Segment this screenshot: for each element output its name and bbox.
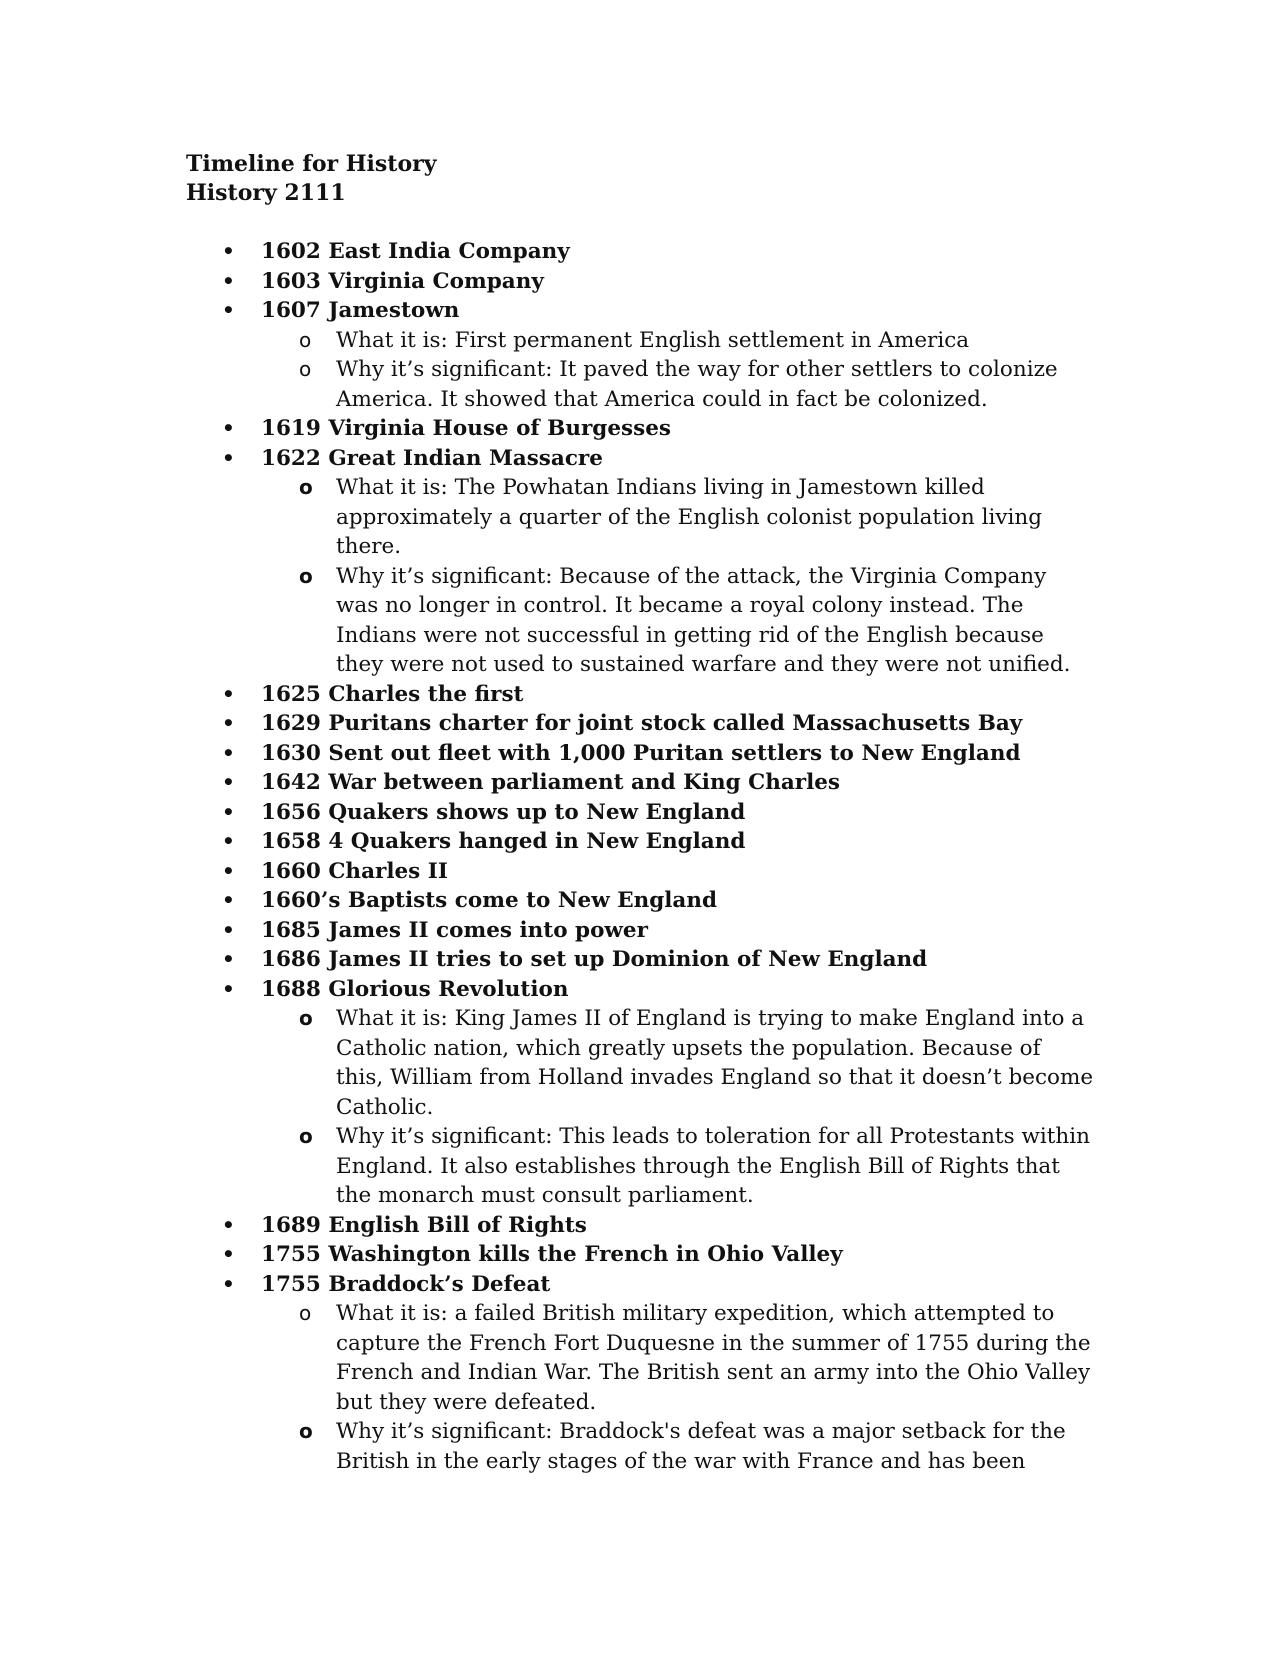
timeline-event [0,680,1280,710]
event-detail-text: What it is: First permanent English settlement in America [336,327,970,353]
timeline-event-label: 1686 James II tries to set up Dominion of New England [261,947,928,972]
timeline-event [0,1240,1280,1270]
timeline-event [0,739,1280,769]
event-detail-text: What it is: a failed British military expedition, which attempted to capture the French Fort Duquesne in the summer of 1755 during the French and Indian War. The British sent an army into the Ohio Valley but they were defeated. [336,1301,1091,1415]
timeline-event-label: 1625 Charles the first [261,681,524,707]
bullet-icon: • [222,1212,235,1237]
sub-bullet-icon: o [299,1006,313,1030]
bullet-icon: • [222,445,235,470]
timeline-event-label: 1602 East India Company [261,239,570,264]
bullet-icon: • [222,770,235,794]
timeline-event-label: 1656 Quakers shows up to New England [261,799,746,825]
timeline-event [0,444,1280,680]
sub-bullet-icon: o [299,357,312,381]
event-detail [299,562,1094,680]
sub-bullet-icon: o [299,1419,313,1443]
event-detail [299,355,1094,414]
event-details-list [261,473,1280,680]
timeline-event [0,296,1280,414]
timeline-event-label: 1607 Jamestown [261,298,460,323]
timeline-event-label: 1660 Charles II [261,858,448,884]
bullet-icon: • [222,947,235,971]
event-detail-text: Why it’s significant: It paved the way for other settlers to colonize America. It showed that America could in fact be colonized. [336,357,1058,412]
course-name: History 2111 [186,180,346,206]
bullet-icon: • [222,239,235,263]
timeline-event-label: 1619 Virginia House of Burgesses [261,416,672,441]
timeline-event-label: 1642 War between parliament and King Charles [261,770,841,795]
sub-bullet-icon: o [299,563,313,588]
timeline-event-label: 1755 Washington kills the French in Ohio Valley [261,1242,843,1267]
bullet-icon: • [222,711,235,735]
timeline-event-label: 1660’s Baptists come to New England [261,888,718,913]
timeline-list [0,237,1280,1476]
timeline-event [0,857,1280,887]
timeline-event [0,975,1280,1211]
timeline-event-label: 1629 Puritans charter for joint stock called Massachusetts Bay [261,711,1023,736]
timeline-event [0,1211,1280,1241]
timeline-event [0,237,1280,267]
sub-bullet-icon: o [299,1301,312,1325]
timeline-event [0,916,1280,946]
timeline-event [0,886,1280,916]
timeline-event-label: 1603 Virginia Company [261,268,544,294]
bullet-icon: • [222,829,235,853]
timeline-event [0,945,1280,975]
bullet-icon: • [222,799,235,824]
bullet-icon: • [222,917,235,942]
bullet-icon: • [222,268,235,293]
timeline-event [0,827,1280,857]
document-header [186,150,437,208]
bullet-icon: • [222,976,235,1001]
event-detail-text: What it is: King James II of England is trying to make England into a Catholic nation, which greatly upsets the population. Because of this, William from Holland invades England so that it doesn’t become Catholic. [336,1006,1094,1120]
event-detail [299,473,1094,562]
bullet-icon: • [222,1271,235,1296]
event-detail-text: Why it’s significant: Braddock's defeat was a major setback for the British in the early stages of the war with France and has been [336,1419,1066,1474]
event-detail [299,1299,1094,1417]
bullet-icon: • [222,888,235,912]
timeline-event [0,709,1280,739]
event-detail [299,326,1094,356]
event-detail [299,1004,1094,1122]
event-details-list [261,326,1280,415]
document-title: Timeline for History [186,151,437,177]
bullet-icon: • [222,1242,235,1266]
bullet-icon: • [222,858,235,883]
timeline-event-label: 1658 4 Quakers hanged in New England [261,829,746,854]
sub-bullet-icon: o [299,1124,313,1148]
timeline-event [0,267,1280,297]
timeline-event-label: 1755 Braddock’s Defeat [261,1271,551,1297]
timeline-event [0,414,1280,444]
timeline-event-label: 1630 Sent out fleet with 1,000 Puritan settlers to New England [261,740,1021,766]
bullet-icon: • [222,681,235,706]
sub-bullet-icon: o [299,327,312,352]
event-detail-text: What it is: The Powhatan Indians living in Jamestown killed approximately a quarter of the English colonist population living there. [336,475,1042,559]
event-details-list [261,1299,1280,1476]
timeline-event [0,1270,1280,1477]
event-details-list [261,1004,1280,1211]
bullet-icon: • [222,740,235,765]
sub-bullet-icon: o [299,475,313,499]
event-detail-text: Why it’s significant: Because of the attack, the Virginia Company was no longer in control. It became a royal colony instead. The Indians were not successful in getting rid of the English because they were not used to sustained warfare and they were not unified. [336,563,1071,677]
timeline-event-label: 1685 James II comes into power [261,917,648,943]
timeline-event-label: 1622 Great Indian Massacre [261,445,603,471]
timeline-event [0,798,1280,828]
timeline-event-label: 1689 English Bill of Rights [261,1212,587,1238]
event-detail-text: Why it’s significant: This leads to toleration for all Protestants within England. It also establishes through the English Bill of Rights that the monarch must consult parliament. [336,1124,1090,1208]
event-detail [299,1417,1094,1476]
bullet-icon: • [222,416,235,440]
timeline-event-label: 1688 Glorious Revolution [261,976,569,1002]
bullet-icon: • [222,298,235,322]
timeline-event [0,768,1280,798]
event-detail [299,1122,1094,1211]
